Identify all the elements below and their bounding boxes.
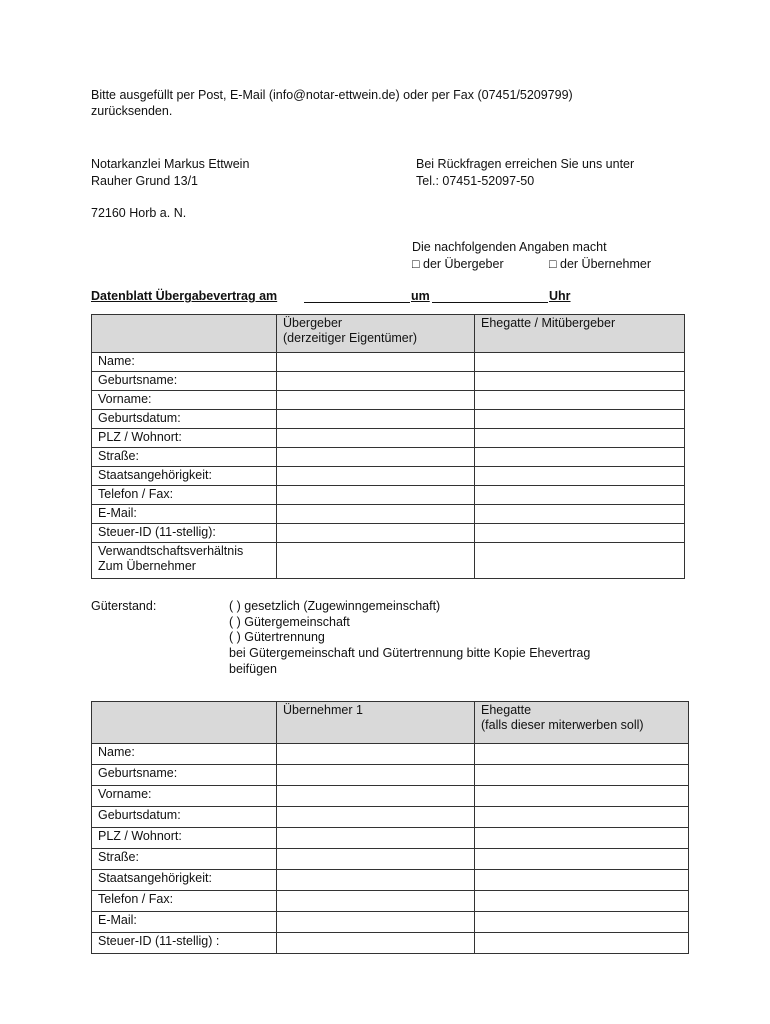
header-ehegatte-subtitle: (falls dieser miterwerben soll) (481, 718, 644, 732)
row-label-line-1: Verwandtschaftsverhältnis (98, 544, 244, 558)
row-label-line-2: Zum Übernehmer (98, 559, 196, 573)
table-row (92, 448, 685, 467)
input-cell[interactable] (475, 849, 689, 870)
um-label-wrap (411, 289, 430, 304)
input-cell[interactable] (475, 486, 685, 505)
input-cell[interactable] (277, 912, 475, 933)
header-uebergeber-subtitle: (derzeitiger Eigentümer) (283, 331, 418, 345)
table-row (92, 467, 685, 486)
time-blank[interactable] (432, 290, 548, 303)
input-cell[interactable] (277, 391, 475, 410)
input-cell[interactable] (277, 410, 475, 429)
row-label: Steuer-ID (11-stellig): (92, 524, 277, 543)
intro-line-1: Bitte ausgefüllt per Post, E-Mail (info@notar-ettwein.de) oder per Fax (07451/5209799) (91, 88, 573, 102)
table-row (92, 524, 685, 543)
input-cell[interactable] (475, 524, 685, 543)
input-cell[interactable] (475, 870, 689, 891)
input-cell[interactable] (475, 353, 685, 372)
row-label: Telefon / Fax: (92, 486, 277, 505)
input-cell[interactable] (475, 744, 689, 765)
input-cell[interactable] (277, 429, 475, 448)
uhr-label-wrap (549, 289, 571, 304)
input-cell[interactable] (475, 505, 685, 524)
gueterstand-option-guetertrennung[interactable]: ( ) Gütertrennung (229, 630, 325, 644)
row-label: Staatsangehörigkeit: (92, 467, 277, 486)
office-city: 72160 Horb a. N. (91, 206, 187, 220)
table-row (92, 870, 689, 891)
table-row (92, 891, 689, 912)
um-label: um (411, 289, 430, 303)
datasheet-heading (91, 289, 277, 304)
input-cell[interactable] (277, 524, 475, 543)
uebernehmer-table (91, 701, 689, 954)
row-label: PLZ / Wohnort: (92, 828, 277, 849)
input-cell[interactable] (277, 448, 475, 467)
table-row (92, 486, 685, 505)
input-cell[interactable] (475, 410, 685, 429)
gueterstand-note-1: bei Gütergemeinschaft und Gütertrennung bitte Kopie Ehevertrag (229, 646, 591, 660)
input-cell[interactable] (475, 828, 689, 849)
table-row (92, 744, 689, 765)
table-row (92, 933, 689, 954)
table-row (92, 505, 685, 524)
input-cell[interactable] (277, 744, 475, 765)
row-label: Geburtsdatum: (92, 807, 277, 828)
contact-phone: Tel.: 07451-52097-50 (416, 174, 535, 188)
row-label: Geburtsdatum: (92, 410, 277, 429)
row-label: Geburtsname: (92, 372, 277, 391)
header-ehegatte (475, 702, 689, 744)
input-cell[interactable] (475, 786, 689, 807)
input-cell[interactable] (277, 467, 475, 486)
row-label: Name: (92, 353, 277, 372)
row-label: E-Mail: (92, 912, 277, 933)
input-cell[interactable] (475, 429, 685, 448)
datasheet-title: Datenblatt Übergabevertrag am (91, 289, 278, 303)
input-cell[interactable] (475, 891, 689, 912)
header-ehegatte: Ehegatte / Mitübergeber (475, 315, 685, 353)
input-cell[interactable] (277, 505, 475, 524)
input-cell[interactable] (277, 891, 475, 912)
row-label: Telefon / Fax: (92, 891, 277, 912)
row-label: Vorname: (92, 786, 277, 807)
header-uebergeber-title: Übergeber (283, 316, 343, 330)
provider-option-uebernehmer[interactable]: □ der Übernehmer (549, 257, 652, 271)
uhr-label: Uhr (549, 289, 571, 303)
input-cell[interactable] (277, 486, 475, 505)
table-row (92, 849, 689, 870)
input-cell[interactable] (277, 849, 475, 870)
date-blank[interactable] (304, 290, 410, 303)
input-cell[interactable] (475, 765, 689, 786)
intro-line-2: zurücksenden. (91, 104, 173, 118)
header-uebergeber (277, 315, 475, 353)
input-cell[interactable] (475, 391, 685, 410)
uebernehmer-table-header (92, 702, 689, 744)
provider-option-uebergeber[interactable]: □ der Übergeber (412, 257, 504, 271)
input-cell[interactable] (475, 543, 685, 579)
table-row (92, 765, 689, 786)
gueterstand-label: Güterstand: (91, 599, 157, 613)
row-label: Steuer-ID (11-stellig) : (92, 933, 277, 954)
table-row (92, 807, 689, 828)
gueterstand-option-guetergemeinschaft[interactable]: ( ) Gütergemeinschaft (229, 615, 350, 629)
row-label: PLZ / Wohnort: (92, 429, 277, 448)
input-cell[interactable] (277, 543, 475, 579)
row-label: Geburtsname: (92, 765, 277, 786)
table-row (92, 912, 689, 933)
header-uebernehmer: Übernehmer 1 (277, 702, 475, 744)
table-row (92, 353, 685, 372)
input-cell[interactable] (475, 912, 689, 933)
input-cell[interactable] (277, 765, 475, 786)
input-cell[interactable] (475, 372, 685, 391)
table-row (92, 429, 685, 448)
table-row (92, 786, 689, 807)
row-label: Straße: (92, 849, 277, 870)
input-cell[interactable] (277, 786, 475, 807)
table-row (92, 828, 689, 849)
table-row (92, 543, 685, 579)
table-row (92, 391, 685, 410)
input-cell[interactable] (475, 933, 689, 954)
input-cell[interactable] (277, 933, 475, 954)
input-cell[interactable] (475, 448, 685, 467)
uebergeber-table-header (92, 315, 685, 353)
row-label: Staatsangehörigkeit: (92, 870, 277, 891)
table-row (92, 372, 685, 391)
input-cell[interactable] (277, 372, 475, 391)
gueterstand-option-gesetzlich[interactable]: ( ) gesetzlich (Zugewinngemeinschaft) (229, 599, 441, 613)
input-cell[interactable] (277, 870, 475, 891)
header-ehegatte-title: Ehegatte (481, 703, 532, 717)
row-label: Straße: (92, 448, 277, 467)
header-empty-cell (92, 315, 277, 353)
input-cell[interactable] (475, 807, 689, 828)
office-street: Rauher Grund 13/1 (91, 174, 199, 188)
input-cell[interactable] (277, 807, 475, 828)
contact-line-1: Bei Rückfragen erreichen Sie uns unter (416, 157, 635, 171)
row-label: Vorname: (92, 391, 277, 410)
uebergeber-table (91, 314, 685, 579)
input-cell[interactable] (277, 353, 475, 372)
office-name: Notarkanzlei Markus Ettwein (91, 157, 250, 171)
table-row (92, 410, 685, 429)
gueterstand-note-2: beifügen (229, 662, 277, 676)
provider-label: Die nachfolgenden Angaben macht (412, 240, 607, 254)
input-cell[interactable] (277, 828, 475, 849)
row-label: E-Mail: (92, 505, 277, 524)
header-empty-cell (92, 702, 277, 744)
input-cell[interactable] (475, 467, 685, 486)
row-label: Name: (92, 744, 277, 765)
row-label (92, 543, 277, 579)
